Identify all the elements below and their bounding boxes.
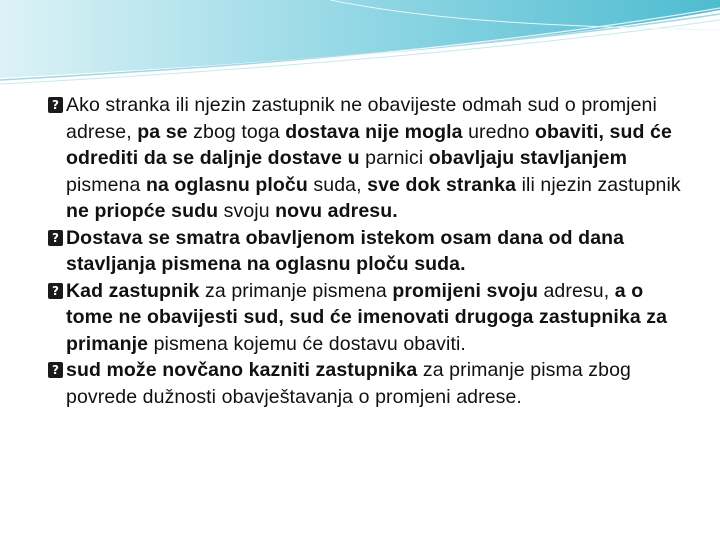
bullet-text: [66, 94, 681, 222]
header-swoosh-decoration: [0, 0, 720, 90]
bold-text-segment: novu adresu.: [275, 200, 398, 222]
bold-text-segment: sud može novčano kazniti zastupnika: [66, 359, 418, 381]
text-segment: svoju: [218, 200, 276, 222]
text-segment: za primanje pisma zbog povrede dužnosti obavještavanja o promjeni adrese.: [66, 359, 631, 408]
bold-text-segment: Dostava se smatra obavljenom istekom osam dana od dana stavljanja pismena na oglasnu ploču suda.: [66, 226, 625, 275]
bold-text-segment: na oglasnu ploču: [145, 173, 308, 196]
text-segment: pismena: [66, 173, 146, 196]
bold-text-segment: dostava nije mogla: [285, 120, 463, 143]
content-body: [48, 92, 688, 410]
text-segment: Ako stranka ili njezin zastupnik ne obavijeste odmah sud o promjeni adrese,: [66, 94, 657, 143]
text-segment: za primanje pismena: [199, 279, 393, 302]
bold-text-segment: obavljaju stavljanjem: [428, 147, 628, 169]
bold-text-segment: promijeni svoju: [392, 279, 538, 302]
missing-glyph-icon: [48, 283, 63, 299]
bullet-item: [48, 225, 688, 278]
missing-glyph-icon: [48, 362, 63, 378]
bullet-item: [48, 278, 688, 358]
bullet-text: [66, 359, 631, 408]
bold-text-segment: sve dok stranka: [367, 173, 517, 196]
text-segment: suda,: [307, 173, 368, 196]
text-segment: adresu,: [537, 279, 615, 302]
bullet-item: [48, 92, 688, 225]
swoosh-fill: [0, 0, 720, 78]
bullet-text: [66, 227, 624, 276]
text-segment: ili njezin zastupnik: [516, 173, 681, 196]
text-segment: uredno: [462, 120, 535, 143]
bullet-item: [48, 357, 688, 410]
missing-glyph-icon: [48, 97, 63, 113]
bold-text-segment: ne priopće sudu: [66, 200, 219, 222]
missing-glyph-icon: [48, 230, 63, 246]
bold-text-segment: obaviti, sud će odrediti da se daljnje dostave u: [66, 120, 672, 169]
bullet-text: [66, 280, 667, 355]
text-segment: zbog toga: [187, 120, 286, 143]
bold-text-segment: Kad zastupnik: [66, 279, 200, 302]
bold-text-segment: a o tome ne obavijesti sud, sud će imenovati drugoga zastupnika za primanje: [66, 279, 668, 355]
text-segment: pismena kojemu će dostavu obaviti.: [148, 332, 466, 355]
bold-text-segment: pa se: [137, 120, 188, 143]
text-segment: parnici: [359, 147, 429, 169]
